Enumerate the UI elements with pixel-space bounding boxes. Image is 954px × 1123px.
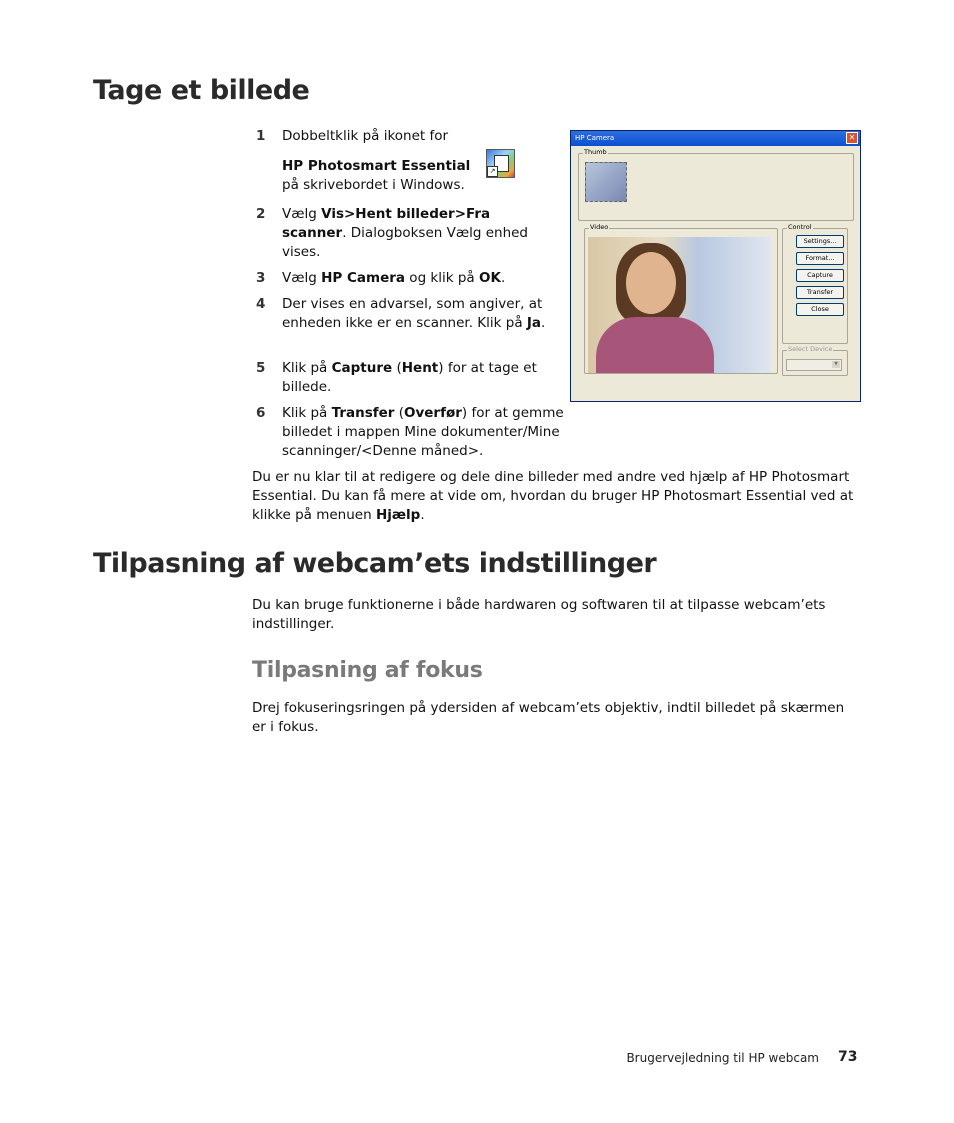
step-text: ( <box>394 405 404 421</box>
step-number: 3 <box>256 270 266 286</box>
subsection-heading-focus: Tilpasning af fokus <box>252 658 483 683</box>
chevron-down-icon: ▼ <box>832 361 840 368</box>
step-text: . <box>500 270 506 286</box>
step-bold-text: Capture <box>331 360 393 376</box>
step-bold-text: HP Camera <box>321 270 406 286</box>
step-text: Dobbeltklik på ikonet for <box>282 128 449 144</box>
step-text: . Dialogboksen Vælg enhed vises. <box>282 225 528 260</box>
close-icon[interactable]: ✕ <box>846 132 858 144</box>
video-preview-image <box>588 237 771 373</box>
step-bold-text: Hent <box>401 360 439 376</box>
paragraph-settings: Du kan bruge funktionerne i både hardwaren og softwaren til at tilpasse webcam’ets indstillinger. <box>252 597 826 632</box>
step-text: Der vises en advarsel, som angiver, at enheden ikke er en scanner. Klik på <box>282 296 543 331</box>
step-number: 2 <box>256 206 266 222</box>
step-text: Klik på <box>282 360 332 376</box>
step-text: Klik på <box>282 405 332 421</box>
step-text: på skrivebordet i Windows. <box>282 177 465 193</box>
shortcut-arrow-icon: ↗ <box>487 166 498 177</box>
step-text: ( <box>392 360 402 376</box>
step-bold-text: Overfør <box>404 405 462 421</box>
step-text: . <box>541 315 546 331</box>
paragraph-focus: Drej fokuseringsringen på ydersiden af webcam’ets objektiv, indtil billedet på skærmen er i fokus. <box>252 700 845 735</box>
section-heading-webcam-settings: Tilpasning af webcam’ets indstillinger <box>93 548 657 579</box>
hp-camera-dialog <box>570 130 861 402</box>
paragraph-text: Du er nu klar til at redigere og dele dine billeder med andre ved hjælp af HP Photosmart Essential. Du kan få mere at vide om, hvordan du bruger HP Photosmart Essential ved at klikke på menuen <box>252 469 854 523</box>
dialog-titlebar <box>571 131 860 146</box>
video-group-label: Video <box>590 223 609 231</box>
step-number: 5 <box>256 360 266 376</box>
step-number: 4 <box>256 296 266 312</box>
step-number: 6 <box>256 405 266 421</box>
transfer-button[interactable]: Transfer <box>796 286 844 299</box>
settings-button[interactable]: Settings... <box>796 235 844 248</box>
step-bold-text: Ja <box>526 315 542 331</box>
paragraph-text: . <box>420 507 425 523</box>
step-bold-text: Vis>Hent billeder>Fra scanner <box>282 206 491 241</box>
thumb-group <box>578 148 854 221</box>
page-number: 73 <box>838 1049 858 1065</box>
step-number: 1 <box>256 128 266 144</box>
video-group <box>584 223 778 374</box>
capture-button[interactable]: Capture <box>796 269 844 282</box>
footer-title: Brugervejledning til HP webcam <box>626 1051 819 1065</box>
dialog-title: HP Camera <box>575 134 615 142</box>
step-text: og klik på <box>405 270 479 286</box>
photosmart-essential-icon <box>486 149 515 178</box>
section-heading-tage-et-billede: Tage et billede <box>93 75 310 106</box>
close-button[interactable]: Close <box>796 303 844 316</box>
step-text: Vælg <box>282 206 322 222</box>
paragraph-ready <box>252 468 862 525</box>
step-text: ) for at tage et billede. <box>282 360 537 395</box>
step-bold-text: Transfer <box>331 405 395 421</box>
select-device-label: Select Device <box>788 345 833 353</box>
step-text: ) for at gemme billedet i mappen Mine dokumenter/Mine scanninger/<Denne måned>. <box>282 405 564 459</box>
select-device-dropdown[interactable] <box>786 359 842 371</box>
step-text: Vælg <box>282 270 322 286</box>
select-device-group <box>782 345 848 376</box>
thumb-group-label: Thumb <box>584 148 607 156</box>
help-menu-name: Hjælp <box>375 507 421 523</box>
control-group <box>782 223 848 344</box>
step-bold-text: OK <box>479 270 501 286</box>
format-button[interactable]: Format... <box>796 252 844 265</box>
thumbnail-image[interactable] <box>585 162 627 202</box>
control-group-label: Control <box>788 223 812 231</box>
step-bold-text: HP Photosmart Essential <box>282 158 471 174</box>
